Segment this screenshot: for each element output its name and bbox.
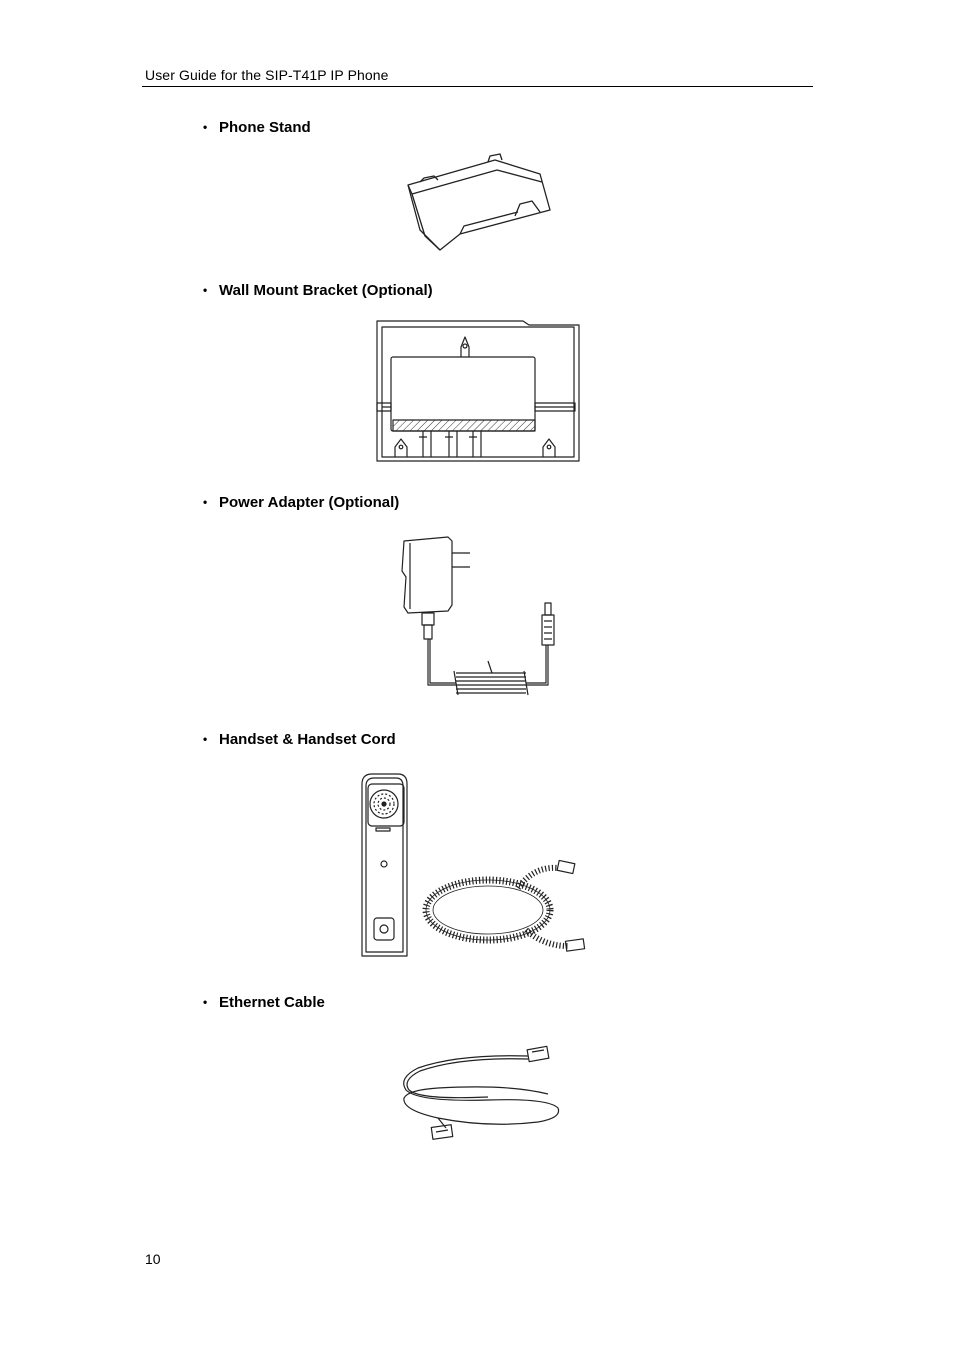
bullet: • xyxy=(203,283,208,297)
item-label: Wall Mount Bracket (Optional) xyxy=(219,282,433,299)
list-item-power-adapter xyxy=(203,494,399,511)
running-header: User Guide for the SIP-T41P IP Phone xyxy=(145,67,389,83)
item-label: Handset & Handset Cord xyxy=(219,731,396,748)
list-item-phone-stand xyxy=(203,119,311,136)
ethernet-cable-icon xyxy=(398,1044,563,1144)
item-label: Power Adapter (Optional) xyxy=(219,494,400,511)
bullet: • xyxy=(203,120,208,134)
bullet: • xyxy=(203,995,208,1009)
list-item-ethernet-cable xyxy=(203,994,325,1011)
page-number: 10 xyxy=(145,1251,161,1267)
power-adapter-icon xyxy=(396,533,566,698)
list-item-handset-and-cord xyxy=(203,731,396,748)
phone-stand-icon xyxy=(400,152,555,254)
list-item-wall-mount-bracket xyxy=(203,282,433,299)
bullet: • xyxy=(203,495,208,509)
item-label: Ethernet Cable xyxy=(219,994,325,1011)
handset-and-cord-icon xyxy=(358,770,603,962)
header-rule xyxy=(142,86,813,87)
wall-mount-bracket-icon xyxy=(373,319,583,463)
bullet: • xyxy=(203,732,208,746)
item-label: Phone Stand xyxy=(219,119,311,136)
